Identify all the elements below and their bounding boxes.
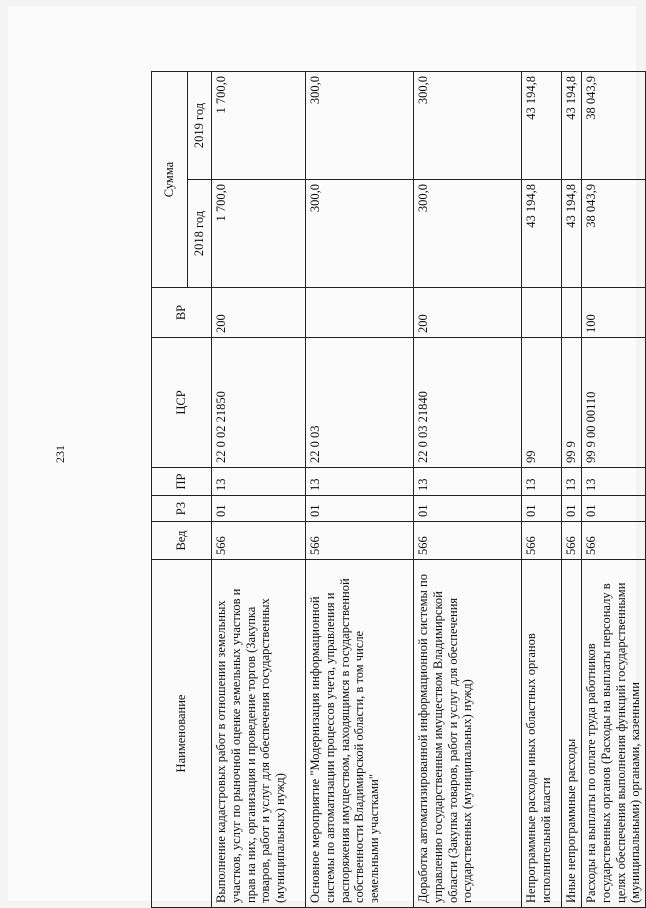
row-sum-2018: 38 043,9: [582, 180, 646, 288]
row-ved: 566: [522, 522, 562, 560]
row-sum-2018: 300,0: [306, 180, 414, 288]
row-sum-2018: 43 194,8: [522, 180, 562, 288]
row-name: Расходы на выплаты по оплате труда работников государственных органов (Расходы на выплаты персоналу в целях обеспечения выполнения функций государственными (муниципальными) органами, казенными: [582, 560, 646, 908]
document-page: [8, 6, 643, 903]
row-vr: 100: [582, 288, 646, 338]
header-name: Наименование: [152, 560, 212, 908]
header-2019: 2019 год: [188, 72, 212, 180]
row-sum-2019: 300,0: [306, 72, 414, 180]
row-ved: 566: [306, 522, 414, 560]
row-ved: 566: [414, 522, 522, 560]
header-pr: ПР: [152, 468, 212, 496]
row-vr: [522, 288, 562, 338]
row-pr: 13: [306, 468, 414, 496]
budget-table-rotated: [151, 72, 643, 908]
row-name: Выполнение кадастровых работ в отношении земельных участков, услуг по рыночной оценке земельных участков и прав на них, организация и проведение торгов (Закупка товаров, работ и услуг для обеспечения государственных (муниципальных) нужд): [212, 560, 306, 908]
table-row: [212, 72, 306, 908]
header-sum: Сумма: [152, 72, 188, 288]
row-csr: 99 9 00 00110: [582, 338, 646, 468]
table-row: [522, 72, 562, 908]
row-rz: 01: [522, 496, 562, 522]
row-rz: 01: [582, 496, 646, 522]
row-sum-2019: 43 194,8: [522, 72, 562, 180]
row-rz: 01: [562, 496, 582, 522]
row-csr: 22 0 02 21850: [212, 338, 306, 468]
table-row: [306, 72, 414, 908]
header-rz: РЗ: [152, 496, 212, 522]
header-row-top: [152, 72, 188, 908]
row-sum-2018: 43 194,8: [562, 180, 582, 288]
header-ved: Вед: [152, 522, 212, 560]
row-ved: 566: [562, 522, 582, 560]
header-csr: ЦСР: [152, 338, 212, 468]
row-vr: [306, 288, 414, 338]
row-vr: [562, 288, 582, 338]
row-sum-2018: 1 700,0: [212, 180, 306, 288]
row-rz: 01: [414, 496, 522, 522]
row-rz: 01: [306, 496, 414, 522]
row-name: Доработка автоматизированной информационной системы по управлению государственным имуществом Владимирской области (Закупка товаров, работ и услуг для обеспечения государственных (муниципальных) нужд): [414, 560, 522, 908]
row-pr: 13: [582, 468, 646, 496]
table-row: [582, 72, 646, 908]
row-csr: 99 9: [562, 338, 582, 468]
row-sum-2018: 300,0: [414, 180, 522, 288]
page-number: 231: [53, 445, 67, 463]
row-ved: 566: [582, 522, 646, 560]
table-row: [562, 72, 582, 908]
row-sum-2019: 1 700,0: [212, 72, 306, 180]
row-name: Непрограммные расходы иных областных органов исполнительной власти: [522, 560, 562, 908]
row-pr: 13: [522, 468, 562, 496]
row-pr: 13: [562, 468, 582, 496]
row-ved: 566: [212, 522, 306, 560]
header-vr: ВР: [152, 288, 212, 338]
header-2018: 2018 год: [188, 180, 212, 288]
row-vr: 200: [414, 288, 522, 338]
row-csr: 99: [522, 338, 562, 468]
row-name: Иные непрограммные расходы: [562, 560, 582, 908]
row-sum-2019: 300,0: [414, 72, 522, 180]
row-rz: 01: [212, 496, 306, 522]
row-vr: 200: [212, 288, 306, 338]
budget-table: [151, 71, 646, 908]
row-pr: 13: [212, 468, 306, 496]
row-csr: 22 0 03 21840: [414, 338, 522, 468]
row-pr: 13: [414, 468, 522, 496]
table-row: [414, 72, 522, 908]
row-name: Основное мероприятие "Модернизация информационной системы по автоматизации процессов учета, управления и распоряжения имуществом, находящимся в государственной собственности Владимирской области, в том числе земельными участками": [306, 560, 414, 908]
row-csr: 22 0 03: [306, 338, 414, 468]
row-sum-2019: 38 043,9: [582, 72, 646, 180]
row-sum-2019: 43 194,8: [562, 72, 582, 180]
